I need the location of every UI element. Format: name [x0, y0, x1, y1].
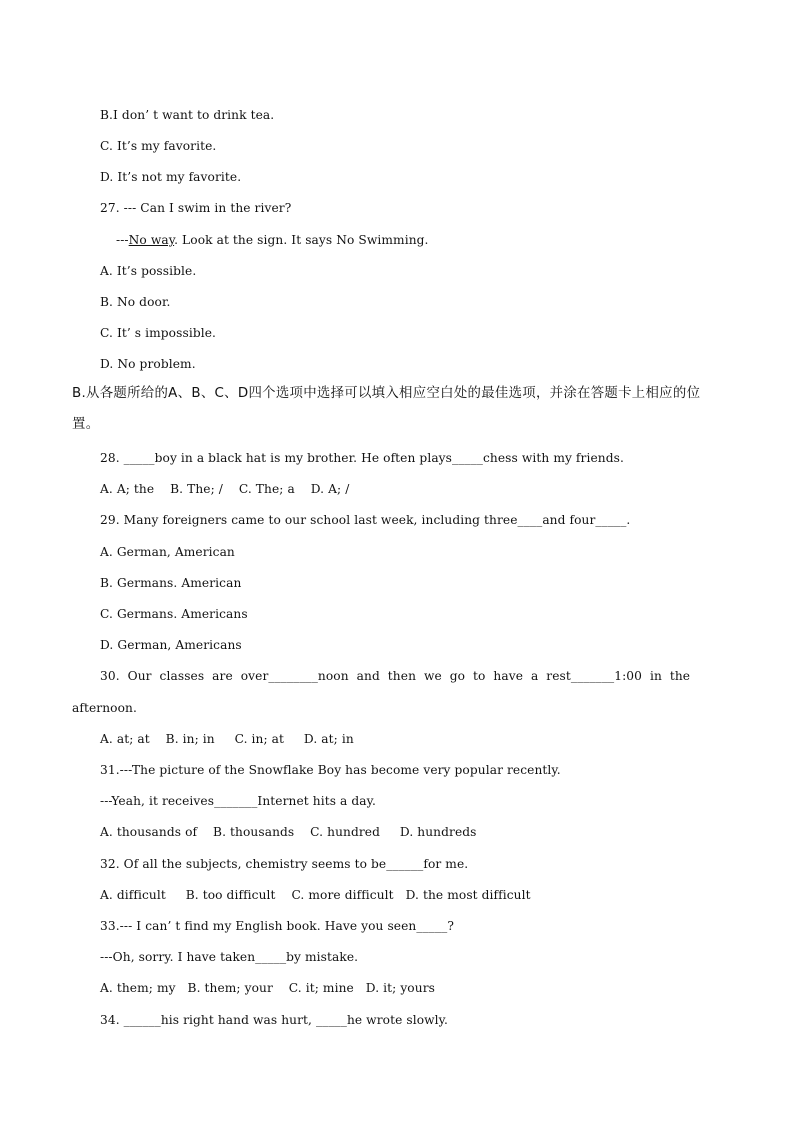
q27-reply-suffix: . Look at the sign. It says No Swimming. [174, 233, 429, 247]
q29-option-a: A. German, American [100, 545, 235, 559]
q26-option-d: D. It’s not my favorite. [100, 170, 242, 184]
q32-prompt: 32. Of all the subjects, chemistry seems to be______for me. [100, 857, 469, 871]
q31-reply: ---Yeah, it receives_______Internet hits a day. [100, 794, 376, 808]
q31-prompt: 31.---The picture of the Snowflake Boy has become very popular recently. [100, 763, 561, 777]
q28-prompt: 28. _____boy in a black hat is my brother. He often plays_____chess with my friends. [100, 451, 624, 465]
q27-option-d: D. No problem. [100, 357, 196, 371]
q30-options: A. at; at B. in; in C. in; at D. at; in [100, 732, 354, 746]
q30-prompt-line1: 30. Our classes are over________noon and then we go to have a rest_______1:00 in the [100, 669, 691, 683]
q29-option-b: B. Germans. American [100, 576, 242, 590]
q30-prompt-line2: afternoon. [72, 701, 137, 715]
q27-underlined-phrase: No way [128, 233, 175, 247]
section-b-instruction-line2: 置。 [72, 417, 100, 432]
q31-options: A. thousands of B. thousands C. hundred D. hundreds [100, 825, 477, 839]
q32-options: A. difficult B. too difficult C. more difficult D. the most difficult [100, 888, 531, 902]
q28-options: A. A; the B. The; / C. The; a D. A; / [100, 482, 350, 496]
q27-option-c: C. It’ s impossible. [100, 326, 217, 340]
q27-reply-prefix: --- [116, 233, 129, 247]
q33-reply: ---Oh, sorry. I have taken_____by mistake. [100, 950, 359, 964]
q29-option-c: C. Germans. Americans [100, 607, 248, 621]
section-b-instruction-line1: B.从各题所给的A、B、C、D四个选项中选择可以填入相应空白处的最佳选项，并涂在答题卡上相应的位 [72, 386, 701, 401]
q27-option-a: A. It’s possible. [100, 264, 197, 278]
q27-prompt: 27. --- Can I swim in the river? [100, 201, 292, 215]
q33-options: A. them; my B. them; your C. it; mine D. it; yours [100, 981, 435, 995]
q33-prompt: 33.--- I can’ t find my English book. Have you seen_____? [100, 919, 454, 933]
q26-option-b: B.I don’ t want to drink tea. [100, 108, 275, 122]
q29-option-d: D. German, Americans [100, 638, 242, 652]
q29-prompt: 29. Many foreigners came to our school last week, including three____and four_____. [100, 513, 631, 527]
q34-prompt: 34. ______his right hand was hurt, _____he wrote slowly. [100, 1013, 449, 1027]
q27-option-b: B. No door. [100, 295, 171, 309]
q27-reply [116, 231, 429, 249]
q26-option-c: C. It’s my favorite. [100, 139, 217, 153]
